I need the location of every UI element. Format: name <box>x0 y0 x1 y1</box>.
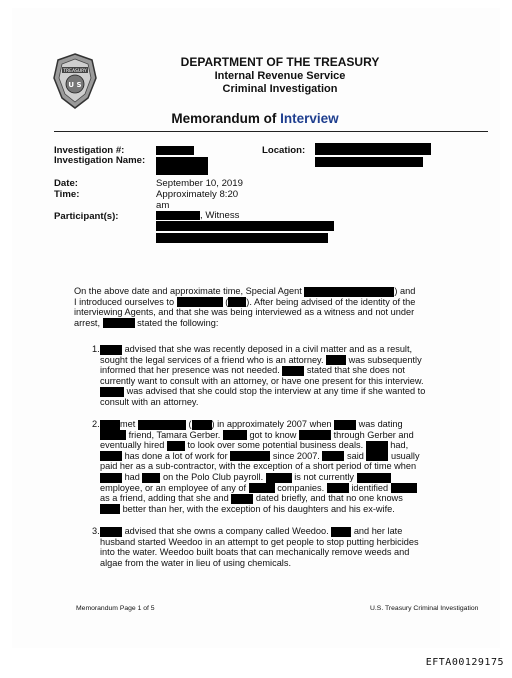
p2-l9: better than her, with the exception of his daughters and his ex-wife. <box>122 503 395 514</box>
investigation-name-label: Investigation Name: <box>54 155 146 166</box>
redaction <box>282 366 304 376</box>
redaction <box>100 451 122 461</box>
redaction <box>326 355 346 365</box>
item-1-number: 1. <box>92 344 100 354</box>
item-2-number: 2. <box>92 419 100 429</box>
intro-l4b: stated the following: <box>137 317 219 328</box>
redaction <box>156 146 194 155</box>
witness-label: , Witness <box>200 210 240 221</box>
header-rule <box>54 131 488 132</box>
p1-l1: advised that she was recently deposed in a civil matter and as a result, <box>124 344 413 354</box>
redaction <box>322 451 344 461</box>
redaction <box>100 504 120 514</box>
p2-l8b: dated briefly, and that no one knows <box>255 493 403 504</box>
p2-l6c: is not currently <box>294 471 355 482</box>
redaction <box>100 430 126 440</box>
redaction <box>177 297 223 307</box>
irs-ci-badge-icon <box>52 52 98 110</box>
p2-l4b: since 2007. <box>272 450 320 461</box>
redaction <box>366 441 388 451</box>
time-value-2: am <box>156 200 170 211</box>
p1-l2a: sought the legal services of a friend who is an attorney. <box>100 354 324 365</box>
p1-l2b: was subsequently <box>348 354 422 365</box>
p3-l1b: and her late <box>353 526 403 536</box>
p2-l4c: said <box>346 450 364 461</box>
redaction <box>100 345 122 355</box>
item-3-number: 3. <box>92 526 100 536</box>
date-value: September 10, 2019 <box>156 178 243 189</box>
redaction <box>266 473 292 483</box>
participants-label: Participant(s): <box>54 211 119 222</box>
p2-l8a: as a friend, adding that she and <box>100 493 229 504</box>
p3-l4: algae from the water in lieu of using chemicals. <box>100 557 291 568</box>
redaction <box>315 157 423 167</box>
redaction <box>228 297 246 307</box>
redaction <box>391 483 417 493</box>
item-2-text <box>100 419 445 514</box>
redaction <box>366 451 388 461</box>
p2-l3b: to look over some potential business deals. <box>187 440 364 451</box>
p2-l3c: had, <box>390 440 409 451</box>
p3-l3: into the water. Weedoo built boats that can mechanically remove weeds and <box>100 547 410 558</box>
investigation-number-label: Investigation #: <box>54 145 125 156</box>
intro-l4a: arrest, <box>74 317 101 328</box>
date-label: Date: <box>54 178 78 189</box>
p2-l2c: through Gerber and <box>333 429 414 440</box>
intro-l3: interviewing Agents, and that she was being interviewed as a witness and not under <box>74 307 415 318</box>
redaction <box>100 420 120 430</box>
p3-l2: husband started Weedoo in an attempt to get people to stop putting herbicides <box>100 536 419 547</box>
p2-l7c: identified <box>351 482 389 493</box>
redaction <box>357 473 391 483</box>
p2-l3a: eventually hired <box>100 440 165 451</box>
redaction <box>230 451 270 461</box>
intro-paragraph <box>74 286 472 328</box>
redaction <box>331 527 351 537</box>
redaction <box>304 287 394 297</box>
p2-l1a: met <box>120 419 136 429</box>
item-3-text <box>100 526 445 568</box>
redaction <box>156 221 334 231</box>
intro-l2b: ( <box>225 296 229 307</box>
redaction <box>100 387 124 397</box>
redaction <box>100 527 122 537</box>
redaction <box>315 143 431 155</box>
p2-l1d: was dating <box>358 419 403 429</box>
redaction <box>142 473 160 483</box>
p2-l6b: on the Polo Club payroll. <box>163 471 264 482</box>
redaction <box>334 420 356 430</box>
redaction <box>103 318 135 328</box>
p3-l1a: advised that she owns a company called Weedoo. <box>124 526 329 536</box>
p1-l6: consult with an attorney. <box>100 396 199 407</box>
memo-title <box>100 111 410 126</box>
redaction <box>156 157 208 175</box>
redaction <box>231 494 253 504</box>
p2-l2b: got to know <box>249 429 297 440</box>
p2-l1b: ( <box>188 419 192 429</box>
p2-l4a: has done a lot of work for <box>124 450 228 461</box>
p1-l5: was advised that she could stop the interview at any time if she wanted to <box>126 386 426 397</box>
p2-l6a: had <box>124 471 140 482</box>
intro-l2c: ). After being advised of the identity of the <box>246 296 416 307</box>
p1-l4: currently want to consult with an attorney, or have one present for this interview. <box>100 375 424 386</box>
p2-l4d: usually <box>390 450 420 461</box>
redaction <box>192 420 212 430</box>
redaction <box>327 483 349 493</box>
p2-l1c: ) in approximately 2007 when <box>211 419 332 429</box>
p1-l3b: stated that she does not <box>306 365 405 376</box>
intro-l1a: On the above date and approximate time, Special Agent <box>74 286 302 296</box>
memo-title-b: Interview <box>280 111 339 126</box>
footer-page-info: Memorandum Page 1 of 5 <box>76 605 155 612</box>
p2-l2a: friend, Tamara Gerber. <box>128 429 221 440</box>
redaction <box>138 420 186 430</box>
redaction <box>167 441 185 451</box>
intro-l1b: ) and <box>394 286 416 296</box>
intro-l2a: I introduced ourselves to <box>74 296 175 307</box>
location-label: Location: <box>262 145 306 156</box>
memo-title-a: Memorandum of <box>171 111 281 126</box>
redaction <box>156 233 328 243</box>
footer-agency: U.S. Treasury Criminal Investigation <box>370 605 479 612</box>
p2-l7b: companies. <box>277 482 325 493</box>
bates-stamp: EFTA00129175 <box>425 657 504 668</box>
item-1-text <box>100 344 445 408</box>
p1-l3a: informed that her presence was not needed. <box>100 365 280 376</box>
redaction <box>299 430 331 440</box>
department-title: DEPARTMENT OF THE TREASURY <box>180 55 380 69</box>
division-title: Criminal Investigation <box>222 83 338 95</box>
badge-letters: U S <box>68 81 82 89</box>
redaction <box>249 483 275 493</box>
time-value: Approximately 8:20 <box>156 189 239 200</box>
badge-top-text: TREASURY <box>63 69 87 74</box>
redaction <box>156 211 200 220</box>
p2-l7a: employee, or an employee of any of <box>100 482 247 493</box>
redaction <box>100 473 122 483</box>
p2-l5: paid her as a sub-contractor, with the exception of a short period of time when <box>100 461 417 472</box>
redaction <box>223 430 247 440</box>
time-label: Time: <box>54 189 80 200</box>
agency-title: Internal Revenue Service <box>214 70 346 82</box>
